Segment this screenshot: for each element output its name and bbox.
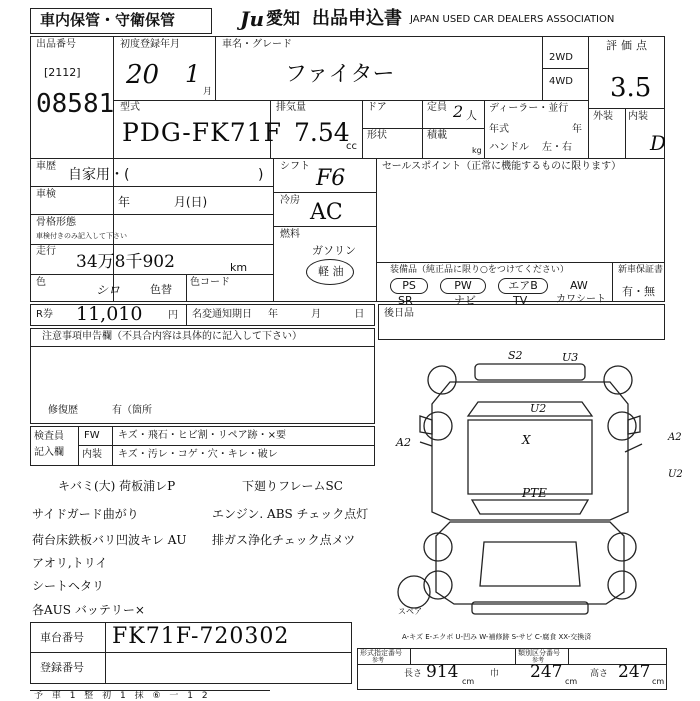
length-unit: cm [462, 677, 475, 686]
shape-label: 形状 [367, 130, 387, 141]
history-paren: ) [258, 167, 264, 183]
interior-value: D [650, 131, 667, 155]
width-value: 247 [530, 662, 563, 682]
logo-region: 愛知 [266, 9, 300, 29]
wheel-rear-right [604, 366, 632, 394]
diagram-mark-s2: S2 [508, 349, 523, 362]
drive-4wd: 4WD [549, 76, 573, 87]
inspection-text: 年 月(日) [118, 195, 208, 209]
roof [468, 420, 592, 494]
remark-3: サイドガード曲がり [32, 507, 139, 521]
spare-label: スペア [398, 607, 422, 616]
displacement-unit: cc [346, 141, 357, 152]
equip-ps: PS [390, 278, 428, 294]
lot-code: [2112] [44, 66, 81, 79]
fuel-diesel: 軽 油 [318, 265, 344, 278]
equip-sr: SR [398, 294, 413, 307]
wheel-front-right [608, 533, 636, 561]
diagram-mark-u2-right: U2 [668, 469, 683, 480]
history-value: 自家用・( [68, 167, 130, 183]
length-label: 長さ [404, 669, 423, 679]
year-unit: 年 [572, 124, 582, 135]
equip-tv: TV [513, 294, 528, 307]
capacity-value: 2 [453, 102, 464, 121]
warranty-label: 新車保証書 [618, 265, 664, 275]
remark-7: アオリ,トリイ [32, 556, 108, 570]
warranty-options: 有・無 [622, 285, 655, 298]
displacement-label: 排気量 [276, 102, 306, 113]
chassis-label: 車台番号 [40, 631, 84, 644]
first-reg-year: 20 [126, 60, 160, 90]
logo-mark: Ju [240, 7, 265, 31]
remark-2: 下廻りフレームSC [242, 479, 343, 493]
diagram-mark-a2-left: A2 [396, 436, 411, 449]
drive-2wd: 2WD [549, 52, 573, 63]
fuel-label: 燃料 [280, 229, 300, 240]
fuel-gasoline: ガソリン [312, 244, 356, 257]
notice-text: 年 月 日 [268, 309, 365, 320]
inspector-fw: FW [84, 430, 100, 441]
type-label: 型式 [120, 102, 140, 113]
color-change-label: 色替 [150, 283, 172, 296]
wheel-mid-left [424, 412, 452, 440]
diagram-mark-x: X [522, 433, 531, 447]
load-label: 積載 [427, 130, 447, 141]
remark-6: 排ガス浄化チェック点メツ [212, 533, 356, 547]
after-sale-box [378, 304, 665, 340]
class-label: 類別区分番号 [518, 649, 560, 657]
equip-pw: PW [440, 278, 486, 294]
inspection-label: 車検 [36, 189, 56, 200]
height-unit: cm [652, 677, 665, 686]
mileage-unit: km [230, 261, 248, 274]
inspector-label-1: 検査員 [34, 431, 64, 442]
cert-label: 形式指定番号 [360, 649, 402, 657]
association-name: JAPAN USED CAR DEALERS ASSOCIATION [410, 14, 615, 25]
ac-value: AC [310, 200, 343, 225]
equipment-label: 装備品（純正品に限り○をつけてください） [390, 265, 569, 275]
color-label: 色 [36, 277, 46, 288]
lot-number: 08581 [36, 89, 115, 119]
capacity-unit: 人 [466, 109, 477, 122]
sales-point-label: セールスポイント（正常に機能するものに限ります） [382, 161, 622, 172]
type-value: PDG-FK71F [122, 118, 282, 147]
dealer-label: ディーラー・並行 [489, 103, 569, 114]
inspector-interior-text: キズ・汚レ・コゲ・穴・キレ・破レ [118, 449, 278, 460]
diagram-mark-pte: PTE [522, 486, 547, 500]
diagram-mark-u2-roof: U2 [530, 402, 547, 415]
windshield [472, 500, 588, 514]
notes-title: 注意事項申告欄（不具合内容は具体的に記入して下さい） [42, 331, 302, 342]
exterior-label: 外装 [593, 111, 613, 122]
chassis-value: FK71F-720302 [112, 624, 290, 649]
door-label: ドア [367, 102, 387, 113]
model-name: ファイター [285, 62, 395, 87]
recycle-value: 11,010 [76, 303, 143, 325]
fuel-diesel-circle [306, 259, 354, 285]
mileage-value: 34万8千902 [76, 252, 175, 272]
diagram-mark-u3: U3 [562, 351, 579, 364]
equip-navi: ナビ [454, 294, 476, 307]
mileage-label: 走行 [36, 246, 56, 257]
class-sub: 参考 [532, 657, 545, 664]
repair-label: 修復歴 [48, 405, 78, 416]
storage-label: 車内保管・守衛保管 [40, 11, 176, 29]
color-value: シロ [96, 283, 121, 297]
ac-label: 冷房 [280, 195, 300, 206]
wheel-front-left [424, 533, 452, 561]
shift-label: シフト [280, 161, 310, 172]
handle-label: ハンドル [489, 142, 529, 153]
model-label: 車名・グレード [222, 39, 292, 50]
history-label: 車歴 [36, 161, 56, 172]
recycle-unit: 円 [168, 310, 178, 321]
interior-label: 内装 [628, 111, 648, 122]
repair-value: 有（箇所 [112, 405, 152, 416]
rating-label: 評価点 [606, 39, 651, 52]
displacement-value: 7.54 [294, 118, 350, 147]
equip-aw: AW [570, 279, 588, 292]
load-unit: kg [472, 146, 482, 155]
reg-label: 登録番号 [40, 661, 84, 674]
cargo-label: 骨格形態 [36, 217, 76, 228]
remark-9: 各AUS バッテリー× [32, 603, 145, 617]
shift-value: F6 [316, 166, 346, 191]
remark-1: キバミ(大) 荷板浦レP [58, 479, 176, 493]
capacity-label: 定員 [427, 102, 447, 113]
length-value: 914 [426, 662, 459, 682]
remark-8: シートヘタリ [32, 579, 105, 593]
rating-value: 3.5 [610, 73, 652, 103]
cab [436, 522, 624, 604]
notice-label: 名変通知期日 [192, 309, 252, 320]
handle-value: 左・右 [542, 142, 572, 153]
remark-5: 荷台床鉄板バリ凹波キレ AU [32, 533, 187, 547]
notes-box [30, 328, 375, 424]
recycle-label: R券 [36, 309, 53, 320]
after-sale-label: 後日品 [384, 308, 414, 319]
model-year-label: 年式 [489, 124, 509, 135]
first-reg-label: 初度登録年月 [120, 39, 180, 50]
width-label: 巾 [490, 669, 500, 679]
remark-4: エンジン. ABS チェック点灯 [212, 507, 369, 521]
inspector-label-2: 記入欄 [34, 447, 64, 458]
width-unit: cm [565, 677, 578, 686]
inspector-interior: 内装 [82, 449, 102, 460]
first-reg-month: 1 [185, 60, 201, 88]
diagram-mark-a2-right: A2 [668, 432, 682, 443]
color-code-label: 色コード [190, 277, 230, 288]
height-value: 247 [618, 662, 651, 682]
month-unit: 月 [203, 87, 213, 97]
hood [480, 542, 580, 586]
wheel-rear-left [428, 366, 456, 394]
wheel-fr-right [608, 571, 636, 599]
height-label: 高さ [590, 669, 609, 679]
equip-airbag: エアB [498, 278, 548, 294]
lot-label: 出品番号 [36, 39, 76, 50]
cargo-sub: 車検付きのみ記入して下さい [36, 232, 127, 240]
equip-seat: カワシート [556, 294, 606, 305]
bottom-strip: 予 車 1 整 初 1 抹 ⑥ 一 1 2 [34, 691, 208, 701]
rear-bumper [475, 364, 585, 380]
inspector-fw-text: キズ・飛石・ヒビ割・リペア跡・×要 [118, 430, 286, 441]
wheel-mid-right [608, 412, 636, 440]
form-title: 出品申込書 [312, 8, 402, 29]
cert-sub: 参考 [372, 657, 385, 664]
damage-legend: A-キズ E-エクボ U-凹み W-補修跡 S-サビ C-腐食 XX-交換済 [402, 633, 592, 641]
